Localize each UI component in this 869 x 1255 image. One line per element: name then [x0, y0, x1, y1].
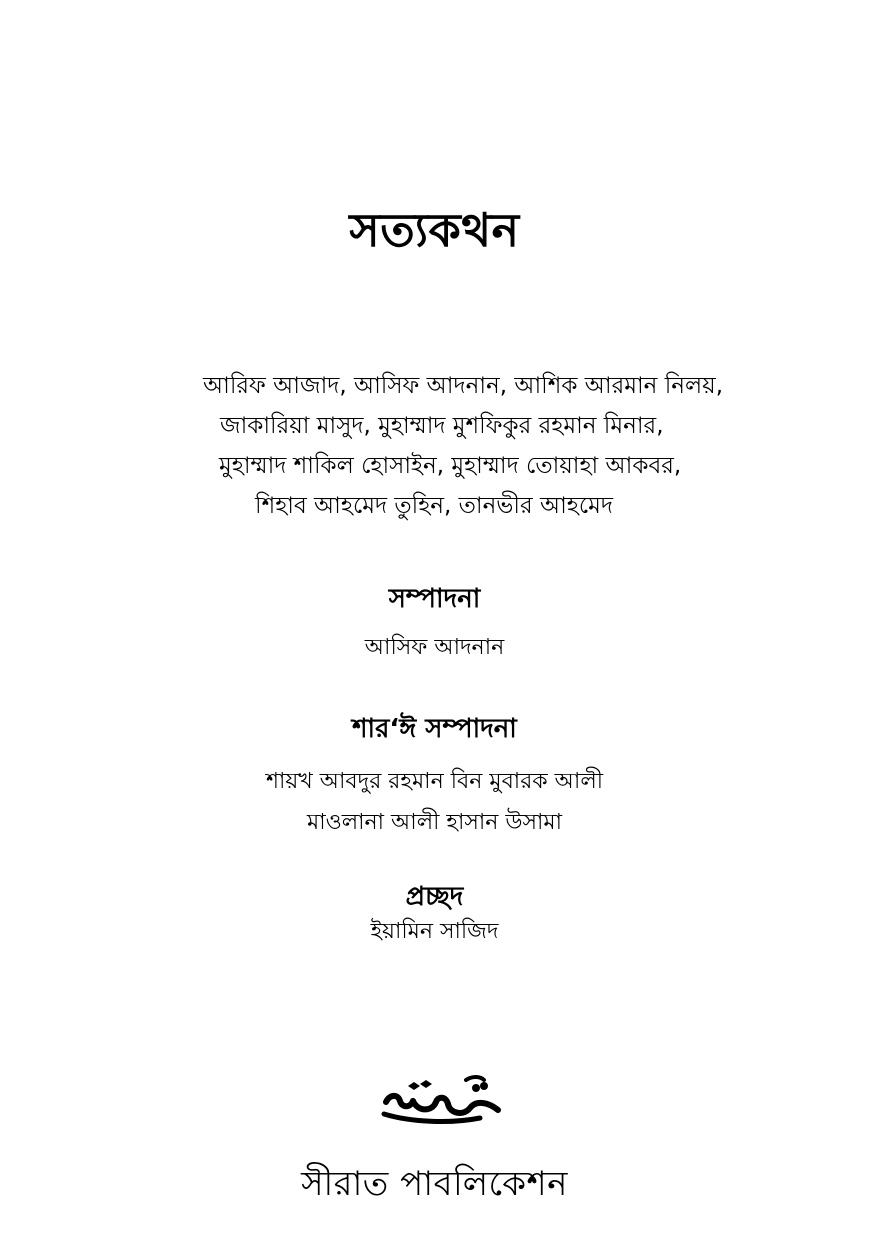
- author-list: [195, 366, 724, 526]
- editing-heading: সম্পাদনা: [388, 584, 481, 614]
- cover-heading: প্রচ্ছদ: [405, 882, 464, 912]
- editor-name: আসিফ আদনান: [364, 635, 505, 660]
- publisher-logo-icon: [380, 1074, 504, 1134]
- author-line: শিহাব আহমেদ তুহিন, তানভীর আহমেদ: [255, 493, 613, 519]
- author-line: আরিফ আজাদ, আসিফ আদনান, আশিক আরমান নিলয়,: [203, 373, 724, 399]
- shariah-editor-name: শায়খ আবদুর রহমান বিন মুবারক আলী: [265, 769, 604, 794]
- author-line: জাকারিয়া মাসুদ, মুহাম্মাদ মুশফিকুর রহমান মিনার,: [220, 413, 664, 439]
- book-title: সত্যকথন: [349, 203, 520, 257]
- author-line: মুহাম্মাদ শাকিল হোসাইন, মুহাম্মাদ তোয়াহা আকবর,: [219, 453, 682, 479]
- publisher-name: সীরাত পাবলিকেশন: [301, 1164, 568, 1204]
- shariah-editor-name: মাওলানা আলী হাসান উসামা: [306, 810, 563, 835]
- cover-designer-name: ইয়ামিন সাজিদ: [370, 919, 499, 944]
- shariah-editing-heading: শার‘ঈ সম্পাদনা: [352, 714, 517, 744]
